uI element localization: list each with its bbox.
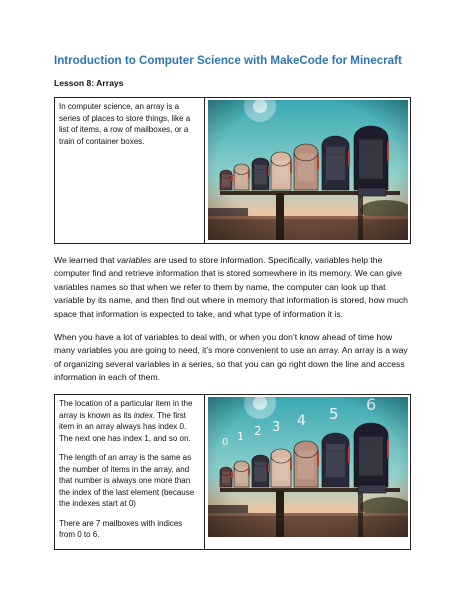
index-box <box>54 394 411 550</box>
intro-box-text: In computer science, an array is a series of places to store things, like a list of items, a row of mailboxes, or a train of container boxes. <box>59 102 191 146</box>
intro-box <box>54 97 411 244</box>
intro-box-text-cell <box>55 98 205 244</box>
mailboxes-indexed-photo <box>208 397 408 537</box>
document-title: Introduction to Computer Science with MakeCode for Minecraft <box>54 54 402 67</box>
index-definition-text: The location of a particular item in the array is known as its index. The first item in an array always has index 0. The next one has index 1, and so on. <box>59 399 193 443</box>
mailboxes-photo <box>208 100 408 240</box>
index-box-image-cell <box>205 395 411 550</box>
variables-term: variables <box>116 255 152 265</box>
variables-paragraph: We learned that variables are used to store information. Specifically, variables help the computer find and retrieve information that is stored somewhere in its memory. We can give variables names so that when we refer to them by name, the computer can look up that variable by its name, and then find out where in memory that information is stored, how much space that information is expected to take, and what type of information it is. <box>54 255 408 319</box>
index-term: index <box>133 410 153 420</box>
intro-box-image-cell <box>205 98 411 244</box>
index-box-text-cell <box>55 395 205 550</box>
mailbox-count-text: There are 7 mailboxes with indices from 0 to 6. <box>59 518 183 539</box>
lesson-heading: Lesson 8: Arrays <box>54 78 124 88</box>
length-definition-text: The length of an array is the same as the number of items in the array, and that number is always one more than the index of the last element (because the indexes start at 0) <box>59 453 195 508</box>
arrays-paragraph: When you have a lot of variables to deal with, or when you don’t know ahead of time how many variables you are going to need, it’s more convenient to use an array. An array is a way of organizing several variables in a series, so that you can go right down the line and access information in each of them. <box>54 332 408 383</box>
